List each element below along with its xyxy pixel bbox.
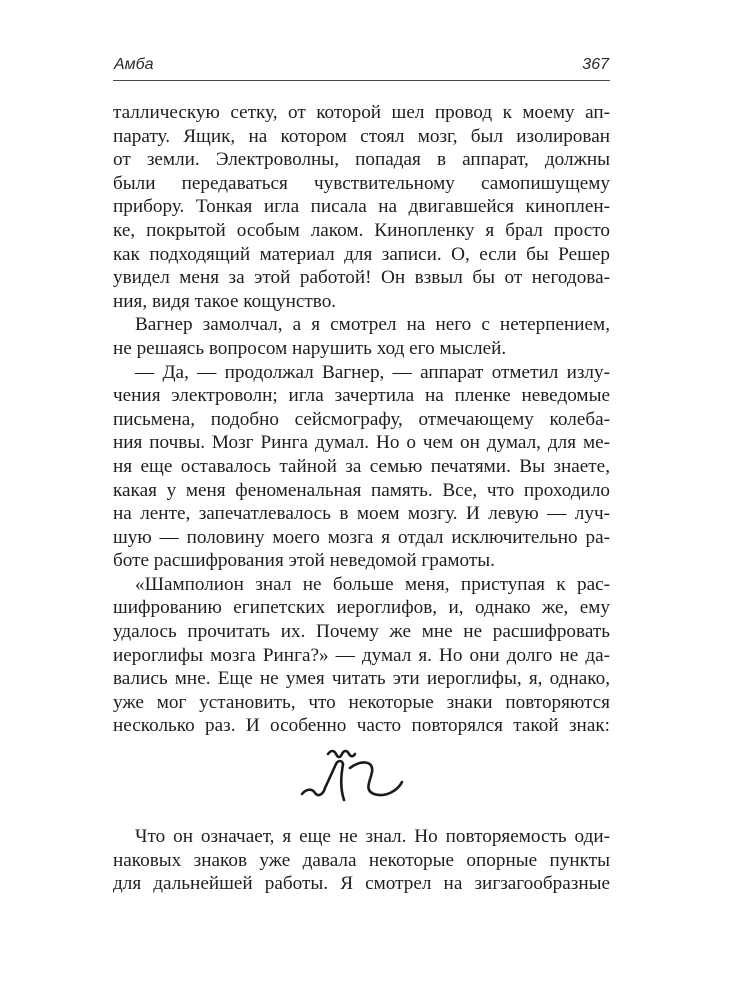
text-line: парату. Ящик, на котором стоял мозг, был изолирован (113, 125, 610, 147)
text-line: шую — половину моего мозга я отдал исключительно ра- (113, 526, 610, 548)
chapter-title: Амба (114, 56, 154, 73)
text-line: ния почвы. Мозг Ринга думал. Но о чем он думал, для ме- (113, 432, 610, 454)
handwritten-glyph-icon (290, 738, 450, 808)
text-line: Вагнер замолчал, а я смотрел на него с нетерпением, (135, 314, 610, 336)
text-line: прибору. Тонкая игла писала на двигавшейся киноплен- (113, 196, 610, 218)
text-line: были передаваться чувствительному самопишущему (113, 172, 610, 194)
text-line: — Да, — продолжал Вагнер, — аппарат отметил излу- (135, 361, 610, 383)
text-line: письмена, подобно сейсмографу, отмечающему колеба- (113, 408, 610, 430)
text-line: чения электроволн; игла зачертила на пленке неведомые (113, 385, 610, 407)
text-line: ке, покрытой особым лаком. Кинопленку я брал просто (113, 219, 610, 241)
text-line: несколько раз. И особенно часто повторялся такой знак: (113, 715, 610, 737)
page-number: 367 (582, 56, 609, 73)
body-text-top (113, 101, 610, 738)
text-line: не решаясь вопросом нарушить ход его мыслей. (113, 337, 507, 359)
text-line: ния, видя такое кощунство. (113, 290, 337, 312)
text-line: уже мог установить, что некоторые знаки повторяются (113, 691, 610, 713)
text-line: удалось прочитать их. Почему же мне не расшифровать (113, 621, 610, 643)
text-line: Что он означает, я еще не знал. Но повторяемость оди- (135, 826, 610, 847)
text-line: ня еще оставалось тайной за семью печатями. Вы знаете, (113, 455, 610, 477)
text-line: вались мне. Еще не умея читать эти иероглифы, я, однако, (113, 668, 610, 690)
running-header (113, 54, 610, 81)
text-line: на ленте, запечатлевалось в моем мозгу. И левую — луч- (113, 503, 610, 525)
text-line: наковых знаков уже давала некоторые опорные пункты (113, 849, 610, 871)
text-line: таллическую сетку, от которой шел провод к моему ап- (113, 102, 610, 123)
text-line: боте расшифрования этой неведомой грамоты. (113, 550, 495, 572)
text-line: шифрованию египетских иероглифов, и, однако же, ему (113, 597, 610, 619)
text-line: от земли. Электроволны, попадая в аппарат, должны (113, 149, 610, 171)
text-line: какая у меня феноменальная память. Все, что проходило (113, 479, 610, 501)
body-text-bottom (113, 825, 610, 896)
text-line: иероглифы мозга Ринга?» — думал я. Но они долго не да- (113, 644, 610, 666)
text-line: «Шамполион знал не больше меня, приступая к рас- (135, 573, 610, 595)
text-line: увидел меня за этой работой! Он взвыл бы от негодова- (113, 267, 610, 289)
text-line: для дальнейшей работы. Я смотрел на зигзагообразные (113, 873, 610, 895)
text-line: как подходящий материал для записи. О, если бы Решер (113, 243, 610, 265)
